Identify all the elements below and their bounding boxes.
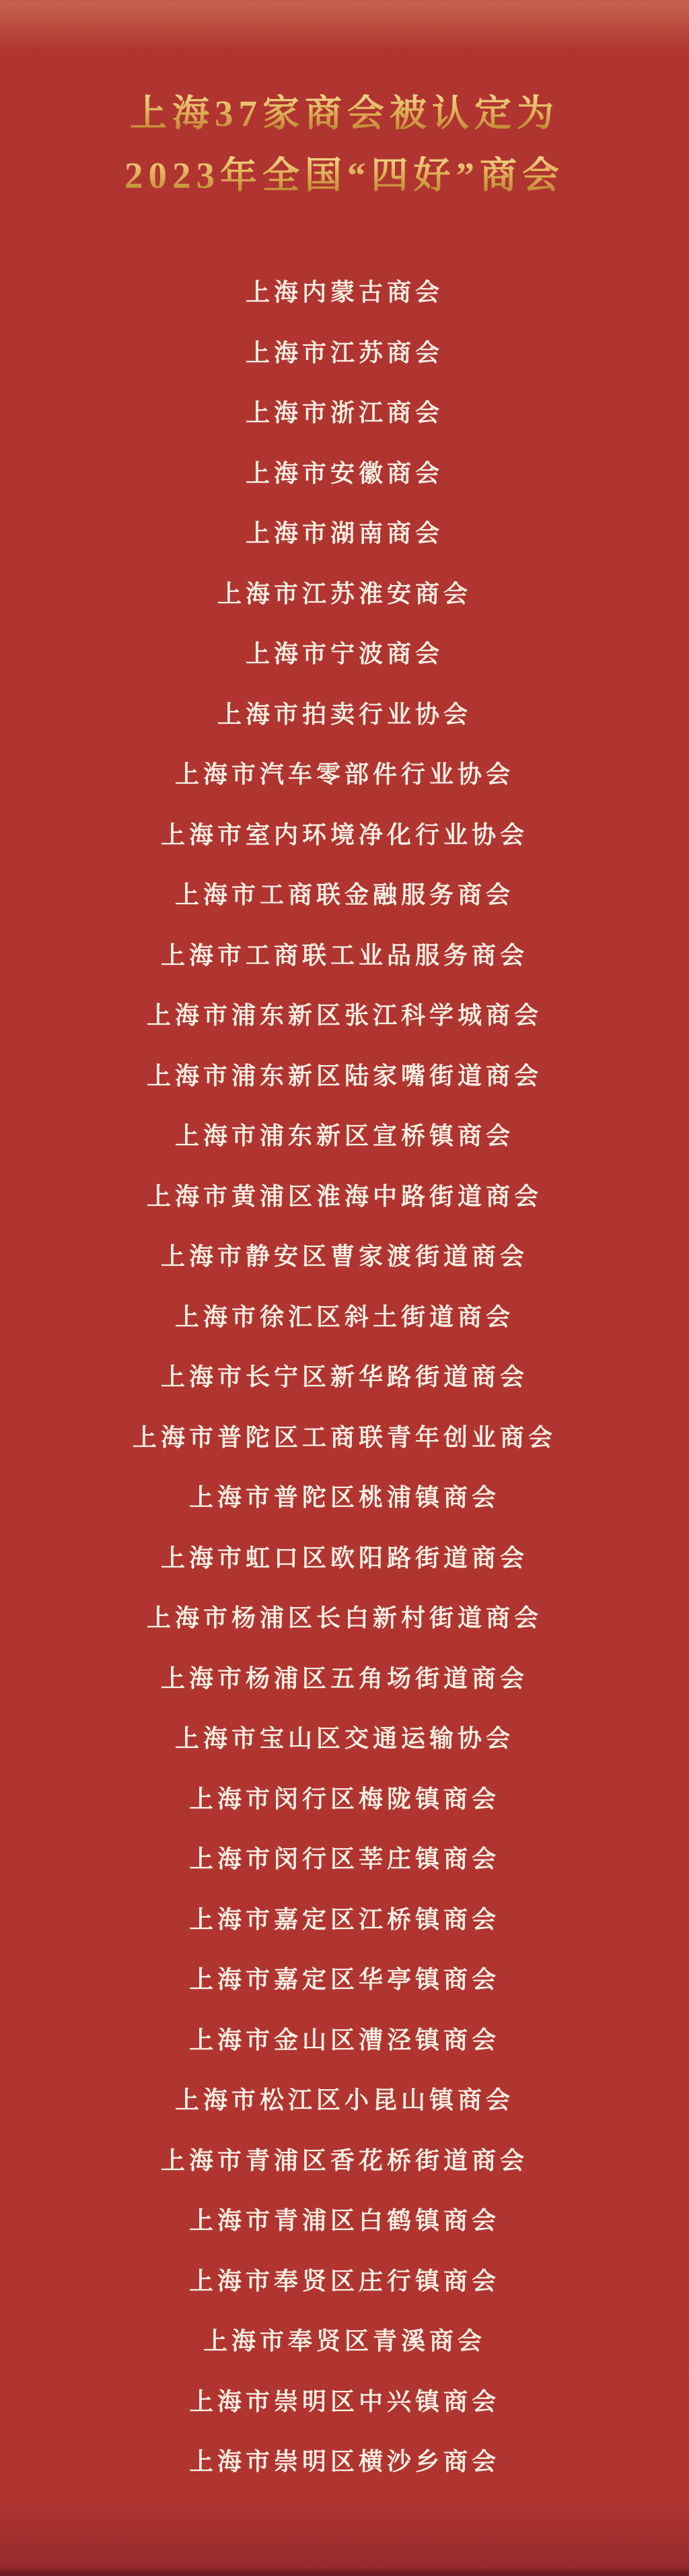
bottom-edge-shadow: [0, 2567, 689, 2576]
top-edge-highlight: [0, 0, 689, 3]
list-item: 上海市工商联金融服务商会: [174, 881, 514, 909]
list-item: 上海市徐汇区斜土街道商会: [174, 1303, 514, 1330]
list-item: 上海市松江区小昆山镇商会: [174, 2087, 514, 2114]
list-item: 上海市江苏商会: [245, 339, 443, 366]
list-item: 上海市普陀区工商联青年创业商会: [132, 1423, 556, 1451]
list-item: 上海市闵行区梅陇镇商会: [188, 1785, 500, 1812]
list-item: 上海市室内环境净化行业协会: [160, 821, 528, 848]
list-item: 上海市江苏淮安商会: [217, 580, 472, 607]
list-item: 上海市金山区漕泾镇商会: [188, 2026, 500, 2054]
list-item: 上海市虹口区欧阳路街道商会: [160, 1544, 528, 1571]
list-item: 上海市青浦区香花桥街道商会: [160, 2146, 528, 2174]
list-item: 上海市普陀区桃浦镇商会: [188, 1484, 500, 1512]
list-item: 上海市杨浦区长白新村街道商会: [146, 1604, 542, 1632]
list-item: 上海市工商联工业品服务商会: [160, 941, 528, 969]
title-line-2: 2023年全国“四好”商会: [124, 155, 565, 196]
list-item: 上海市长宁区新华路街道商会: [160, 1363, 528, 1391]
list-item: 上海市嘉定区江桥镇商会: [188, 1905, 500, 1933]
list-item: 上海市嘉定区华亭镇商会: [188, 1966, 500, 1994]
list-item: 上海市湖南商会: [245, 520, 443, 547]
list-item: 上海市奉贤区庄行镇商会: [188, 2267, 500, 2295]
list-item: 上海市静安区曹家渡街道商会: [160, 1243, 528, 1270]
list-item: 上海市杨浦区五角场街道商会: [160, 1664, 528, 1692]
list-item: 上海市闵行区莘庄镇商会: [188, 1845, 500, 1873]
list-item: 上海市黄浦区淮海中路街道商会: [146, 1182, 542, 1210]
list-item: 上海市汽车零部件行业协会: [174, 761, 514, 788]
list-item: 上海内蒙古商会: [245, 279, 443, 306]
title-line-1: 上海37家商会被认定为: [129, 93, 559, 134]
list-item: 上海市安徽商会: [245, 459, 443, 487]
list-item: 上海市崇明区横沙乡商会: [188, 2448, 500, 2476]
list-item: 上海市宁波商会: [245, 640, 443, 668]
list-item: 上海市浦东新区张江科学城商会: [146, 1002, 542, 1029]
list-item: 上海市拍卖行业协会: [217, 700, 472, 728]
list-item: 上海市奉贤区青溪商会: [203, 2328, 486, 2355]
list-item: 上海市青浦区白鹤镇商会: [188, 2207, 500, 2235]
list-item: 上海市崇明区中兴镇商会: [188, 2387, 500, 2415]
list-item: 上海市浙江商会: [245, 399, 443, 427]
list-item: 上海市浦东新区宣桥镇商会: [174, 1122, 514, 1150]
list-item: 上海市宝山区交通运输协会: [174, 1725, 514, 1753]
chamber-list: [0, 261, 689, 2490]
poster-title: [0, 94, 689, 195]
list-item: 上海市浦东新区陆家嘴街道商会: [146, 1062, 542, 1089]
